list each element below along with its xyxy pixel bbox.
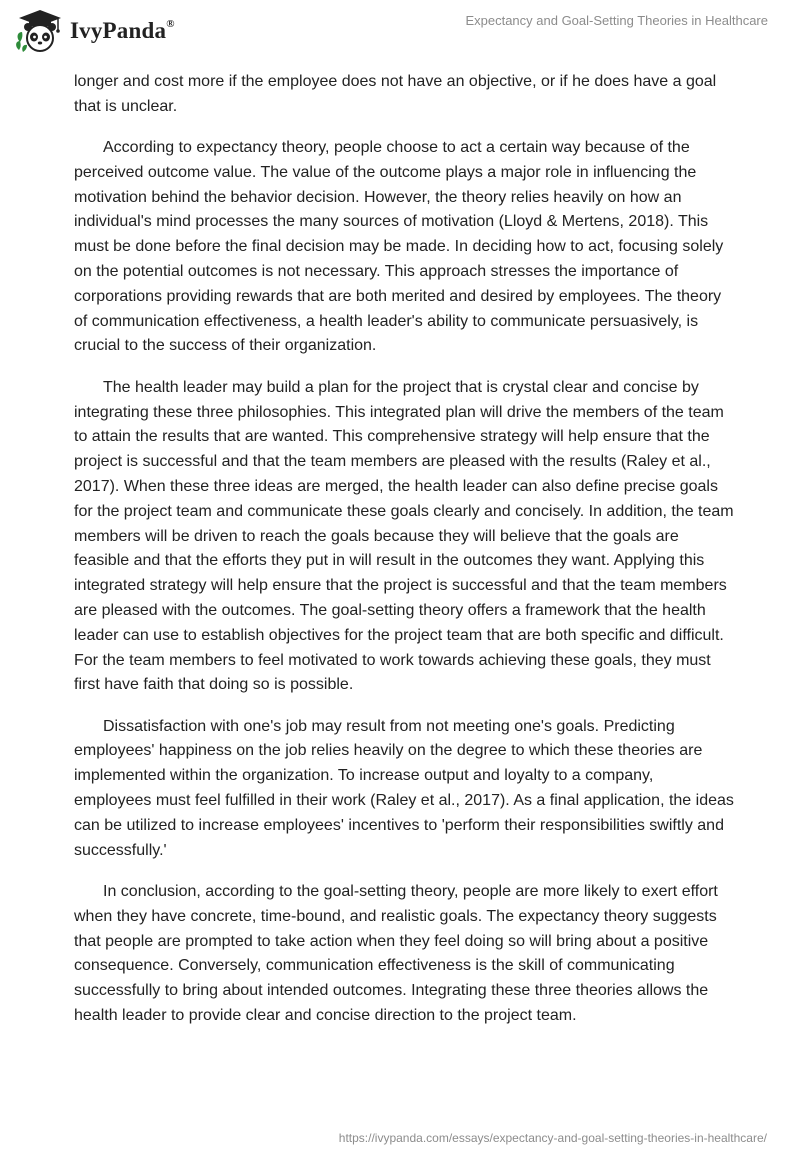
paragraph: In conclusion, according to the goal-setting theory, people are more likely to exert effort when they have concrete, time-bound, and realistic goals. The expectancy theory suggests that people are prompted to take action when they feel doing so will bring about a positive consequence. Conversely, communication effectiveness is the skill of communicating successfully to bring about intended outcomes. Integrating these three theories allows the health leader to provide clear and concise direction to the project team. (74, 882, 718, 1024)
source-url-link[interactable]: https://ivypanda.com/essays/expectancy-and-goal-setting-theories-in-healthcare/ (338, 1131, 767, 1145)
page-header (0, 0, 800, 62)
essay-body (74, 70, 734, 1045)
panda-graduate-icon (14, 8, 66, 54)
registered-mark: ® (166, 18, 175, 31)
brand-logo[interactable] (14, 8, 175, 54)
paragraph: Dissatisfaction with one's job may result from not meeting one's goals. Predicting employees' happiness on the job relies heavily on the degree to which these theories are implemented within the organization. To increase output and loyalty to a company, employees must feel fulfilled in their work (Raley et al., 2017). As a final application, the ideas can be utilized to increase employees' incentives to 'perform their responsibilities swiftly and successfully.' (74, 717, 734, 859)
document-title: Expectancy and Goal-Setting Theories in Healthcare (465, 13, 768, 28)
paragraph-continuation: longer and cost more if the employee does not have an objective, or if he does have a goal that is unclear. (74, 73, 717, 115)
paragraph: According to expectancy theory, people choose to act a certain way because of the perceived outcome value. The value of the outcome plays a major role in influencing the motivation behind the behavior decision. However, the theory relies heavily on how an individual's mind processes the many sources of motivation (Lloyd & Mertens, 2018). This must be done before the final decision may be made. In deciding how to act, focusing solely on the potential outcomes is not necessary. This approach stresses the importance of corporations providing rewards that are both merited and desired by employees. The theory of communication effectiveness, a health leader's ability to communicate persuasively, is crucial to the success of their organization. (74, 139, 724, 355)
paragraph: The health leader may build a plan for the project that is crystal clear and concise by integrating these three philosophies. This integrated plan will drive the members of the team to attain the results that are wanted. This comprehensive strategy will help ensure that the project is successful and that the team members are pleased with the results (Raley et al., 2017). When these three ideas are merged, the health leader can also define precise goals for the project team and communicate these goals clearly and concisely. In addition, the team members will be driven to reach the goals because they will believe that the goals are feasible and that the efforts they put in will result in the outcomes they want. Applying this integrated strategy will help ensure that the project is successful and that the team members are pleased with the outcomes. The goal-setting theory offers a framework that the health leader can use to establish objectives for the project team that are both specific and difficult. For the team members to feel motivated to work towards achieving these goals, they must first have faith that doing so is possible. (74, 378, 734, 694)
brand-name: IvyPanda® (70, 18, 175, 43)
